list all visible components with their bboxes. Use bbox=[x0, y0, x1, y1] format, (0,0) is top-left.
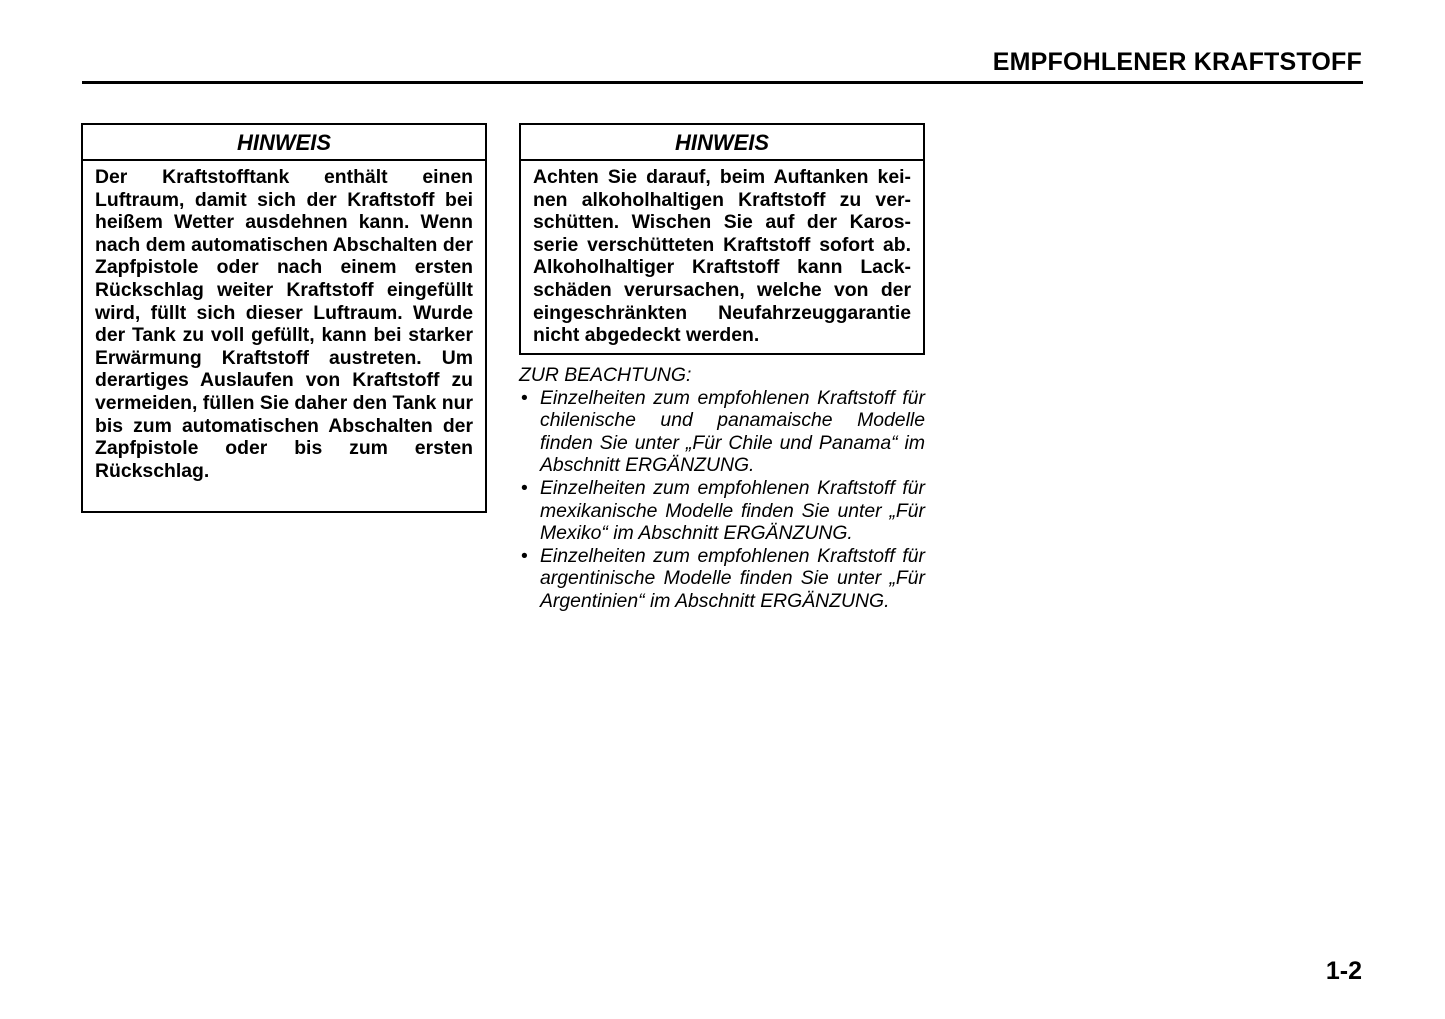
bullet-marker: • bbox=[521, 476, 528, 499]
note-item-text: Einzelheiten zum empfohlenen Kraftstoff für mexikanische Modelle finden Sie unter „Für Mexiko“ im Abschnitt ERGÄNZUNG. bbox=[540, 476, 925, 545]
page-number: 1-2 bbox=[1325, 957, 1362, 985]
notice-title: HINWEIS bbox=[521, 125, 923, 161]
list-item bbox=[519, 477, 925, 545]
list-item bbox=[519, 387, 925, 477]
note-heading: ZUR BEACHTUNG: bbox=[519, 364, 692, 386]
page-header-title: EMPFOHLENER KRAFTSTOFF bbox=[992, 48, 1362, 76]
notice-box-alcohol-fuel bbox=[519, 123, 925, 355]
notice-box-tank-airspace bbox=[81, 123, 487, 513]
note-item-text: Einzelheiten zum empfohlenen Kraftstoff für chilenische und panamaische Modelle finden Sie unter „Für Chile und Panama“ im Abschnitt ERGÄNZUNG. bbox=[540, 386, 925, 477]
notice-title: HINWEIS bbox=[83, 125, 485, 161]
list-item bbox=[519, 545, 925, 613]
notice-text: Der Kraftstofftank enthält einen Luftraum, damit sich der Kraftstoff bei heißem Wetter ausdehnen kann. Wenn nach dem automatischen Abschalten der Zapfpistole oder nach einem ersten Rückschlag weiter Kraftstoff eingefüllt wird, füllt sich dieser Luftraum. Wurde der Tank zu voll gefüllt, kann bei starker Erwärmung Kraftstoff austreten. Um derartiges Auslaufen von Kraftstoff zu vermeiden, füllen Sie daher den Tank nur bis zum automatischen Abschalten der Zapfpistole oder bis zum ersten Rückschlag. bbox=[95, 166, 473, 482]
bullet-marker: • bbox=[521, 386, 528, 409]
note-section bbox=[519, 364, 925, 613]
bullet-marker: • bbox=[521, 544, 528, 567]
header-divider bbox=[82, 81, 1363, 84]
notice-text: Achten Sie darauf, beim Auftanken keinen alkoholhaltigen Kraftstoff zu verschütten. Wischen Sie auf der Karosserie verschütteten Kraftstoff sofort ab. Alkoholhaltiger Kraftstoff kann Lackschäden verursachen, welche von der eingeschränkten Neufahrzeuggarantie nicht abgedeckt werden. bbox=[533, 166, 911, 347]
note-item-text: Einzelheiten zum empfohlenen Kraftstoff für argentinische Modelle finden Sie unter „Für Argentinien“ im Abschnitt ERGÄNZUNG. bbox=[540, 544, 925, 612]
note-list bbox=[519, 387, 925, 613]
